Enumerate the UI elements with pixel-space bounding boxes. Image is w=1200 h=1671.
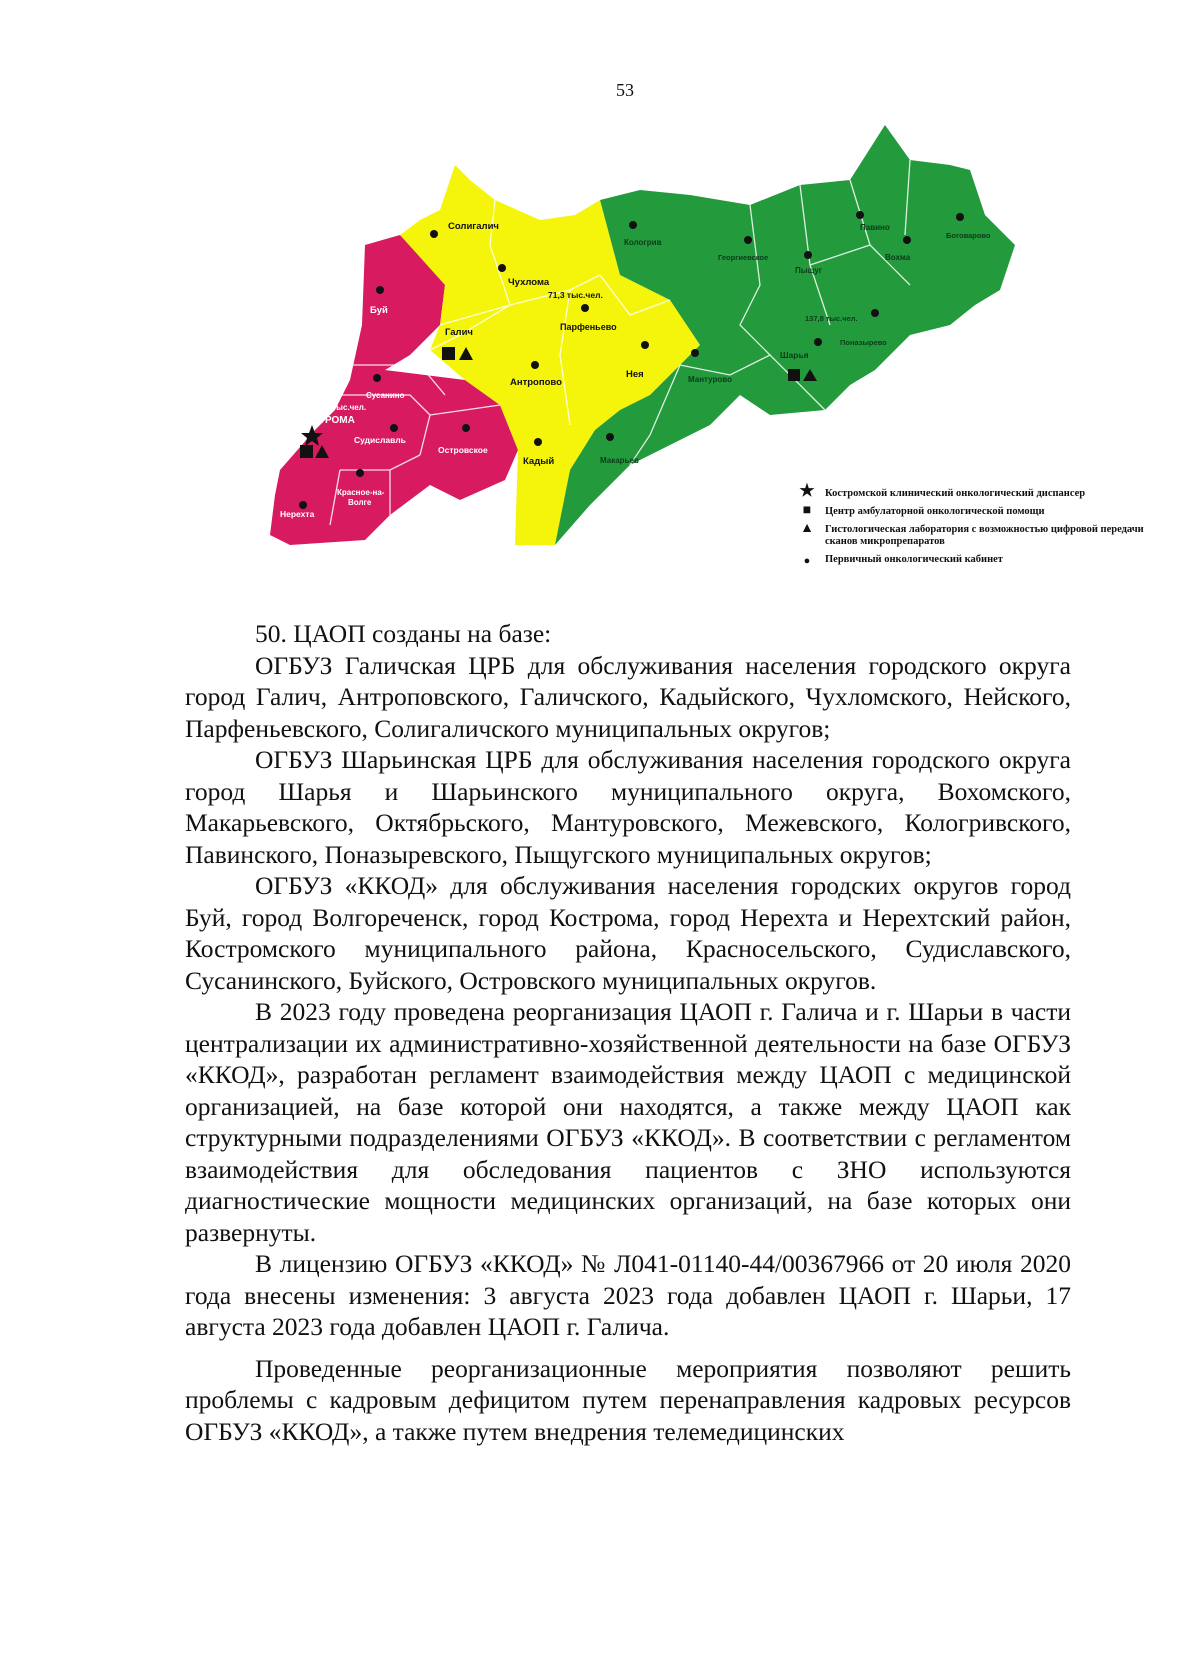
map-label: Георгиевское xyxy=(718,253,769,262)
map-label: Красное-на- xyxy=(337,488,385,497)
vokhma-dot xyxy=(903,236,911,244)
antropovo-dot xyxy=(531,361,539,369)
chukhloma-dot xyxy=(498,264,506,272)
buy-dot xyxy=(376,286,384,294)
map-label: Павино xyxy=(860,223,890,232)
map-label: Мантурово xyxy=(688,375,732,384)
susanino-dot xyxy=(373,374,381,382)
bogovarovo-dot xyxy=(956,213,964,221)
legend-row xyxy=(795,503,1155,518)
legend-row xyxy=(795,521,1155,548)
sharya-center-square xyxy=(788,369,800,381)
page-number: 53 xyxy=(616,80,634,100)
sudislavl-dot xyxy=(390,424,398,432)
map-label: Нея xyxy=(626,369,644,380)
map-label: 71,3 тыс.чел. xyxy=(548,290,603,300)
triangle-icon: ▲ xyxy=(800,521,814,536)
map-label: Парфеньево xyxy=(560,322,617,332)
legend-label: Первичный онкологический кабинет xyxy=(825,554,1003,565)
map-label: Островское xyxy=(438,445,488,455)
ponazyrevo-dot xyxy=(871,309,879,317)
parfenyevo-dot xyxy=(581,304,589,312)
ostrovskoe-dot xyxy=(462,424,470,432)
kadyi-dot xyxy=(534,438,542,446)
map-label: Галич xyxy=(445,327,473,338)
map-label: Шарья xyxy=(780,350,809,360)
map-label: Антропово xyxy=(510,377,562,388)
krasnoe-dot xyxy=(356,469,364,477)
kostroma-center-square xyxy=(300,445,313,458)
map-label: Вохма xyxy=(885,253,911,262)
kologriv-dot xyxy=(629,221,637,229)
body-text xyxy=(185,618,1071,1447)
map-label: Чухлома xyxy=(508,277,550,288)
paragraph: Проведенные реорганизационные мероприятия позволяют решить проблемы с кадровым дефицитом путем перенаправления кадровых ресурсов ОГБУЗ «ККОД», а также путем внедрения телемедицинских xyxy=(185,1353,1071,1446)
map-label: Макарьев xyxy=(600,456,639,465)
sharya-dot xyxy=(814,338,822,346)
map-label: Буй xyxy=(370,305,388,316)
pyshchug-dot xyxy=(804,251,812,259)
pavino-dot xyxy=(856,211,864,219)
map-label: Кологрив xyxy=(624,238,662,247)
legend-row xyxy=(795,481,1155,500)
galich-center-square xyxy=(442,347,455,360)
dot-icon: ● xyxy=(803,555,811,567)
legend-row xyxy=(795,554,1155,566)
star-icon: ★ xyxy=(799,481,815,500)
paragraph-heading: 50. ЦАОП созданы на базе: xyxy=(255,619,552,648)
nerekhta-dot xyxy=(299,501,307,509)
legend-label: Центр амбулаторной онкологической помощи xyxy=(825,506,1045,517)
soligalich-dot xyxy=(430,230,438,238)
neya-dot xyxy=(641,341,649,349)
map-label: КОСТРОМА xyxy=(298,415,355,426)
makaryev-dot xyxy=(606,433,614,441)
map-legend xyxy=(795,481,1155,572)
paragraph: В лицензию ОГБУЗ «ККОД» № Л041-01140-44/00367966 от 20 июля 2020 года внесены изменения: 3 августа 2023 года добавлен ЦАОП г. Шарьи, 17 августа 2023 года добавлен ЦАОП г. Галича. xyxy=(185,1249,1071,1341)
paragraph: ОГБУЗ Галичская ЦРБ для обслуживания населения городского округа город Галич, Антроповского, Галичского, Кадыйского, Чухломского, Нейского, Парфеньевского, Солигаличского муниципальных округов; xyxy=(185,650,1071,743)
manturovo-dot xyxy=(691,349,699,357)
map-label: Поназырево xyxy=(840,338,887,347)
map-label: Судиславль xyxy=(354,435,406,445)
mezhevskoy-dot xyxy=(744,236,752,244)
map-label: Пыщуг xyxy=(795,266,823,275)
map-label: Боговарово xyxy=(946,231,991,240)
legend-label: Гистологическая лаборатория с возможностью цифровой передачи сканов микропрепаратов xyxy=(825,524,1144,547)
square-icon: ■ xyxy=(802,503,812,518)
paragraph: ОГБУЗ Шарьинская ЦРБ для обслуживания населения городского округа город Шарья и Шарьинского муниципального округа, Вохомского, Макарьевского, Октябрьского, Мантуровского, Межевского, Кологривского, Павинского, Поназыревского, Пыщугского муниципальных округов; xyxy=(185,745,1071,869)
map-label: 429,9 тыс.чел. xyxy=(310,403,367,412)
paragraph: В 2023 году проведена реорганизация ЦАОП г. Галича и г. Шарьи в части централизации их административно-хозяйственной деятельности на базе ОГБУЗ «ККОД», разработан регламент взаимодействия между ЦАОП с медицинской организацией, на базе которой они находятся, а также между ЦАОП как структурными подразделениями ОГБУЗ «ККОД». В соответствии с регламентом взаимодействия для обследования пациентов с ЗНО используются диагностические мощности медицинских организаций, на базе которых они развернуты. xyxy=(185,997,1071,1247)
map-label: Нерехта xyxy=(280,509,315,519)
map-label: Кадый xyxy=(523,456,555,467)
paragraph: ОГБУЗ «ККОД» для обслуживания населения городских округов город Буй, город Волгореченск, город Кострома, город Нерехта и Нерехтский район, Костромского муниципального района, Красносельского, Судиславского, Сусанинского, Буйского, Островского муниципальных округов. xyxy=(185,871,1071,995)
map-label: Волге xyxy=(348,498,372,507)
map-label: Солигалич xyxy=(448,221,499,232)
legend-label: Костромской клинический онкологический диспансер xyxy=(825,488,1086,499)
map-label: Сусанино xyxy=(366,391,405,400)
map-label: 137,8 тыс.чел. xyxy=(805,314,858,323)
